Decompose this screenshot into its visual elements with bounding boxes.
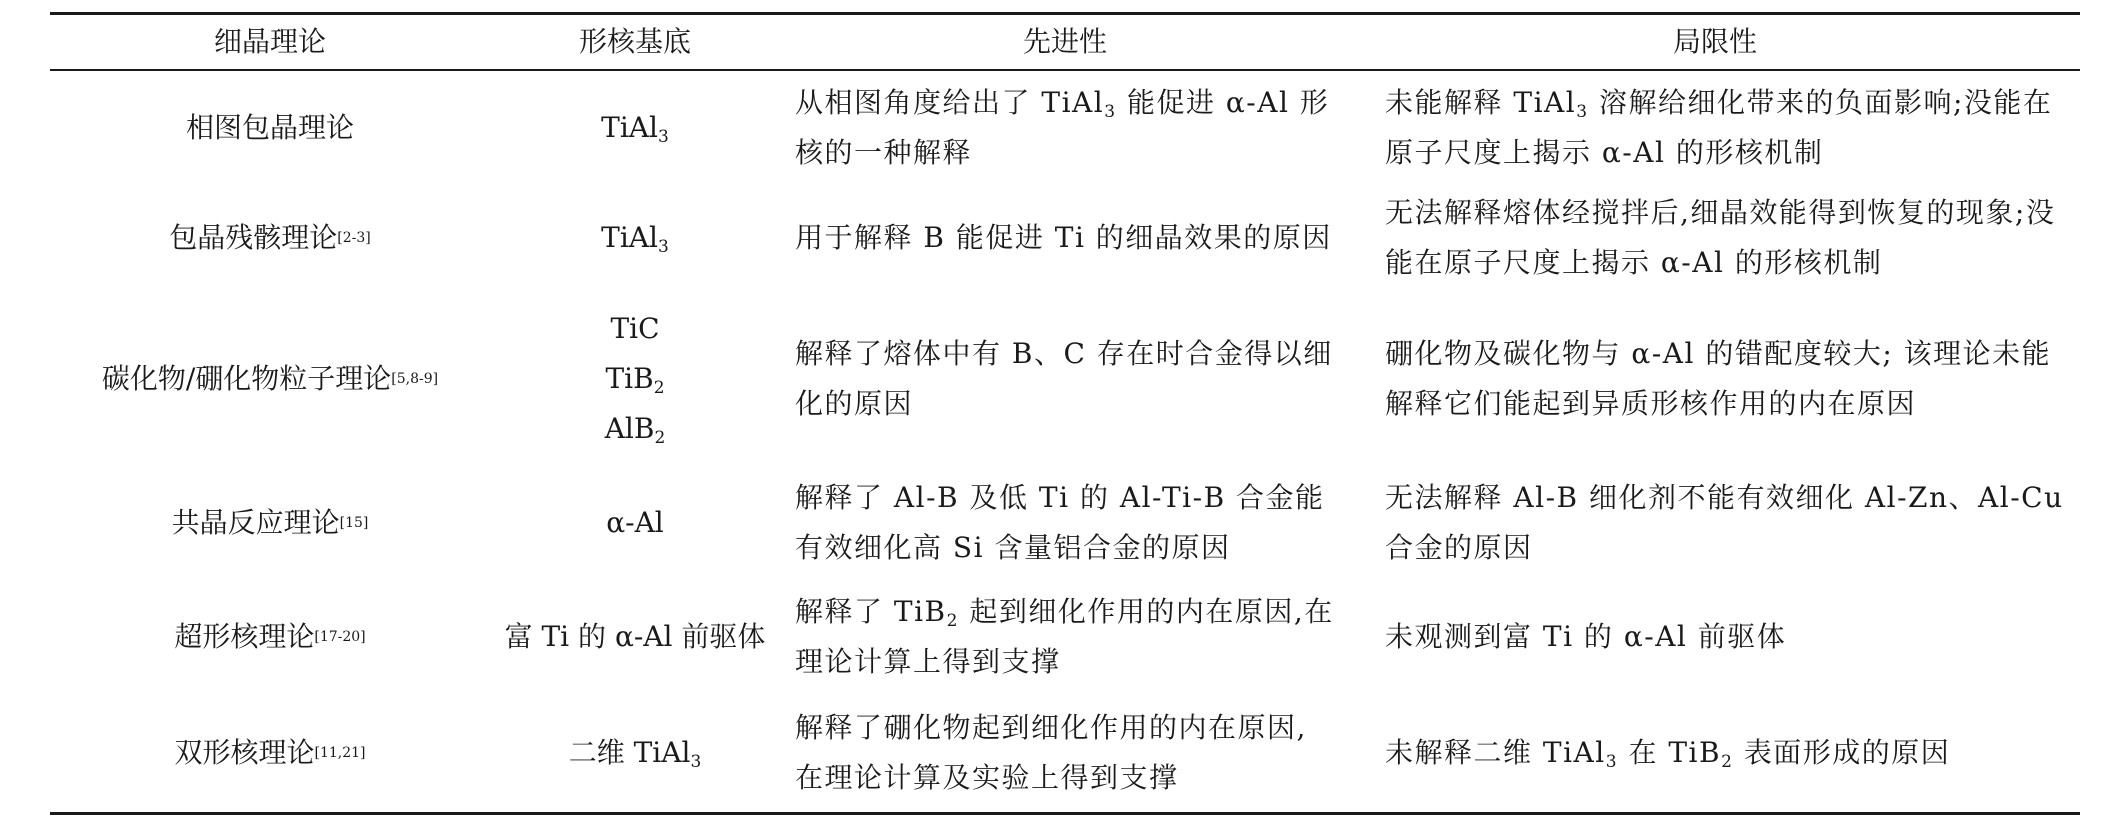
- substrate-line: α-Al: [606, 506, 664, 539]
- limitation-text: 未能解释 TiAl$_3$ 溶解给细化带来的负面影响;没能在原子尺度上揭示 α-Al 的形核机制: [1385, 86, 2053, 169]
- limitation-text: 未观测到富 Ti 的 α-Al 前驱体: [1385, 620, 1787, 653]
- cell-advantage: [795, 694, 1335, 812]
- limitation-text: 无法解释 Al-B 细化剂不能有效细化 Al-Zn、Al-Cu 合金的原因: [1385, 481, 2064, 564]
- theory-name: 超形核理论: [174, 620, 315, 653]
- cell-theory: [50, 72, 490, 184]
- cell-substrate: [490, 292, 780, 466]
- cell-substrate: [490, 72, 780, 184]
- advantage-text: 解释了硼化物起到细化作用的内在原因,在理论计算及实验上得到支撑: [795, 711, 1307, 794]
- cell-theory: 包晶残骸理论 [2-3]: [50, 184, 490, 292]
- cell-limitation: [1385, 466, 2065, 580]
- cell-limitation: [1385, 694, 2065, 812]
- table-header-rule: [50, 69, 2080, 71]
- substrate-line: TiC: [610, 312, 660, 345]
- substrate-line: 二维 TiAl$_3$: [568, 736, 702, 772]
- header-substrate: 形核基底: [578, 25, 691, 58]
- limitation-text: 硼化物及碳化物与 α-Al 的错配度较大; 该理论未能解释它们能起到异质形核作用的内在原因: [1385, 337, 2052, 420]
- cell-limitation: [1385, 580, 2065, 694]
- cell-limitation: [1385, 184, 2065, 292]
- cell-substrate: [490, 184, 780, 292]
- advantage-text: 用于解释 B 能促进 Ti 的细晶效果的原因: [795, 221, 1332, 254]
- theory-name: 相图包晶理论: [185, 111, 354, 144]
- substrate-line: TiB$_2$: [605, 362, 665, 398]
- cell-theory: 双形核理论 [11,21]: [50, 694, 490, 812]
- substrate-line: TiAl$_3$: [601, 221, 669, 257]
- limitation-text: 无法解释熔体经搅拌后,细晶效能得到恢复的现象;没能在原子尺度上揭示 α-Al 的形核机制: [1385, 196, 2056, 279]
- cell-theory: 碳化物/硼化物粒子理论 [5,8-9]: [50, 292, 490, 466]
- cell-advantage: [795, 72, 1335, 184]
- advantage-text: 解释了 TiB$_2$ 起到细化作用的内在原因,在理论计算上得到支撑: [795, 595, 1334, 678]
- cell-substrate: [490, 466, 780, 580]
- advantage-text: 从相图角度给出了 TiAl$_3$ 能促进 α-Al 形核的一种解释: [795, 86, 1330, 169]
- substrate-line: TiAl$_3$: [601, 111, 669, 147]
- substrate-line: AlB$_2$: [604, 412, 666, 448]
- theory-name: 共晶反应理论: [171, 506, 340, 539]
- cell-theory: 共晶反应理论 [15]: [50, 466, 490, 580]
- cell-substrate: [490, 694, 780, 812]
- advantage-text: 解释了 Al-B 及低 Ti 的 Al-Ti-B 合金能有效细化高 Si 含量铝合金的原因: [795, 481, 1325, 564]
- cell-theory: 超形核理论 [17-20]: [50, 580, 490, 694]
- substrate-line: 富 Ti 的 α-Al 前驱体: [504, 620, 766, 653]
- cell-limitation: [1385, 292, 2065, 466]
- cell-advantage: [795, 466, 1335, 580]
- cell-advantage: [795, 292, 1335, 466]
- header-advantage: 先进性: [1022, 25, 1107, 58]
- theory-name: 双形核理论: [174, 736, 315, 769]
- cell-substrate: [490, 580, 780, 694]
- limitation-text: 未解释二维 TiAl$_3$ 在 TiB$_2$ 表面形成的原因: [1385, 736, 1951, 772]
- theory-name: 包晶残骸理论: [169, 221, 338, 254]
- theory-name: 碳化物/硼化物粒子理论: [101, 362, 392, 395]
- cell-advantage: [795, 580, 1335, 694]
- table-bottom-rule: [50, 812, 2080, 815]
- cell-limitation: [1385, 72, 2065, 184]
- advantage-text: 解释了熔体中有 B、C 存在时合金得以细化的原因: [795, 337, 1333, 420]
- header-theory: 细晶理论: [213, 25, 326, 58]
- cell-advantage: [795, 184, 1335, 292]
- header-limitation: 局限性: [1672, 25, 1757, 58]
